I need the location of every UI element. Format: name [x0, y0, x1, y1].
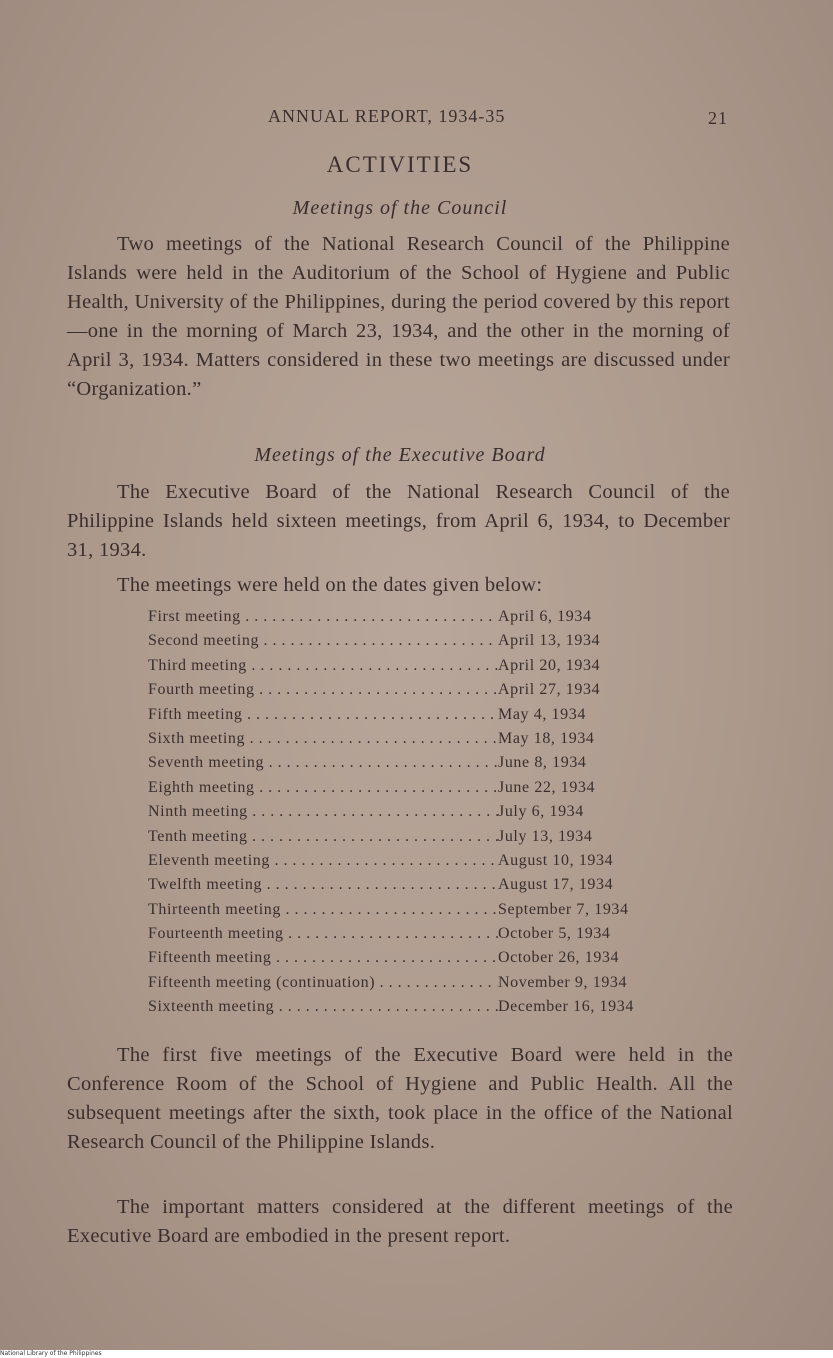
meeting-date: May 18, 1934	[498, 729, 595, 747]
meeting-name: Thirteenth meeting . . .	[148, 901, 498, 919]
board-heading: Meetings of the Executive Board	[254, 444, 546, 466]
meeting-name: Eleventh meeting . . .	[148, 852, 498, 870]
council-paragraph	[67, 230, 730, 404]
meeting-date: April 13, 1934	[498, 632, 601, 650]
meeting-date: June 22, 1934	[498, 778, 596, 796]
meeting-name: Eighth meeting . . .	[148, 779, 498, 797]
meeting-date: December 16, 1934	[498, 998, 634, 1016]
meeting-name: Fourteenth meeting . . .	[148, 925, 498, 943]
meeting-date: September 7, 1934	[498, 900, 629, 918]
meeting-date: August 10, 1934	[498, 851, 614, 869]
meeting-row	[148, 998, 678, 1022]
meeting-date: June 8, 1934	[498, 754, 587, 772]
meeting-row	[148, 925, 678, 949]
meeting-name: Third meeting . . .	[148, 657, 498, 675]
board-paragraph-text: The Executive Board of the National Research Council of the Philippine Islands held sixteen meetings, from April 6, 1934, to December 31, 1934.	[67, 481, 730, 561]
meeting-date: November 9, 1934	[498, 973, 628, 991]
meeting-name: Fifteenth meeting (continuation) . . .	[148, 974, 498, 992]
running-header	[0, 106, 833, 136]
meeting-row	[148, 657, 678, 681]
meeting-row	[148, 974, 678, 998]
meeting-row	[148, 779, 678, 803]
section-title: ACTIVITIES	[326, 152, 474, 177]
meetings-list	[148, 608, 678, 1023]
meeting-name: Fourth meeting . . .	[148, 681, 498, 699]
meeting-row	[148, 828, 678, 852]
board-paragraph	[67, 478, 730, 565]
meeting-name: Sixteenth meeting . . .	[148, 998, 498, 1016]
meeting-row	[148, 754, 678, 778]
board-paragraph-2	[67, 1041, 733, 1157]
meeting-date: July 6, 1934	[498, 803, 584, 821]
meeting-date: July 13, 1934	[498, 827, 593, 845]
meeting-name: Seventh meeting . . .	[148, 754, 498, 772]
running-title: ANNUAL REPORT, 1934-35	[268, 106, 506, 126]
meeting-row	[148, 730, 678, 754]
meeting-row	[148, 949, 678, 973]
council-paragraph-text: Two meetings of the National Research Council of the Philippine Islands were held in the Auditorium of the School of Hygiene and Public Health, University of the Philippines, during the period covered by this report—one in the morning of March 23, 1934, and the other in the morning of April 3, 1934. Matters considered in these two meetings are discussed under “Organization.”	[67, 233, 730, 400]
meeting-name: Fifteenth meeting . . .	[148, 949, 498, 967]
meeting-row	[148, 632, 678, 656]
meeting-date: April 6, 1934	[498, 608, 592, 625]
meeting-date: May 4, 1934	[498, 705, 586, 723]
meeting-row	[148, 876, 678, 900]
meeting-row	[148, 681, 678, 705]
meeting-name: Sixth meeting . . .	[148, 730, 498, 748]
meeting-date: October 26, 1934	[498, 949, 620, 967]
meeting-date: April 20, 1934	[498, 656, 601, 674]
council-heading: Meetings of the Council	[292, 197, 508, 219]
meeting-date: April 27, 1934	[498, 681, 601, 699]
meeting-name: Ninth meeting . . .	[148, 803, 498, 821]
meeting-date: October 5, 1934	[498, 925, 611, 943]
board-paragraph-2-text: The first five meetings of the Executive Board were held in the Conference Room of the School of Hygiene and Public Health. All the subsequent meetings after the sixth, took place in the office of the National Research Council of the Philippine Islands.	[67, 1044, 733, 1153]
footer-credit: National Library of the Philippines	[0, 1350, 833, 1358]
meeting-row	[148, 852, 678, 876]
meeting-row	[148, 803, 678, 827]
meeting-row	[148, 706, 678, 730]
meeting-name: Fifth meeting . . .	[148, 706, 498, 724]
meeting-name: Tenth meeting . . .	[148, 828, 498, 846]
meeting-date: August 17, 1934	[498, 876, 614, 894]
meetings-intro: The meetings were held on the dates given below:	[117, 574, 543, 596]
meeting-row	[148, 901, 678, 925]
meeting-row	[148, 608, 678, 632]
board-paragraph-3	[67, 1193, 733, 1251]
page-number: 21	[708, 108, 728, 128]
meeting-name: First meeting . . .	[148, 608, 498, 626]
meeting-name: Second meeting . . .	[148, 632, 498, 650]
board-paragraph-3-text: The important matters considered at the different meetings of the Executive Board are embodied in the present report.	[67, 1196, 733, 1247]
meeting-name: Twelfth meeting . . .	[148, 876, 498, 894]
